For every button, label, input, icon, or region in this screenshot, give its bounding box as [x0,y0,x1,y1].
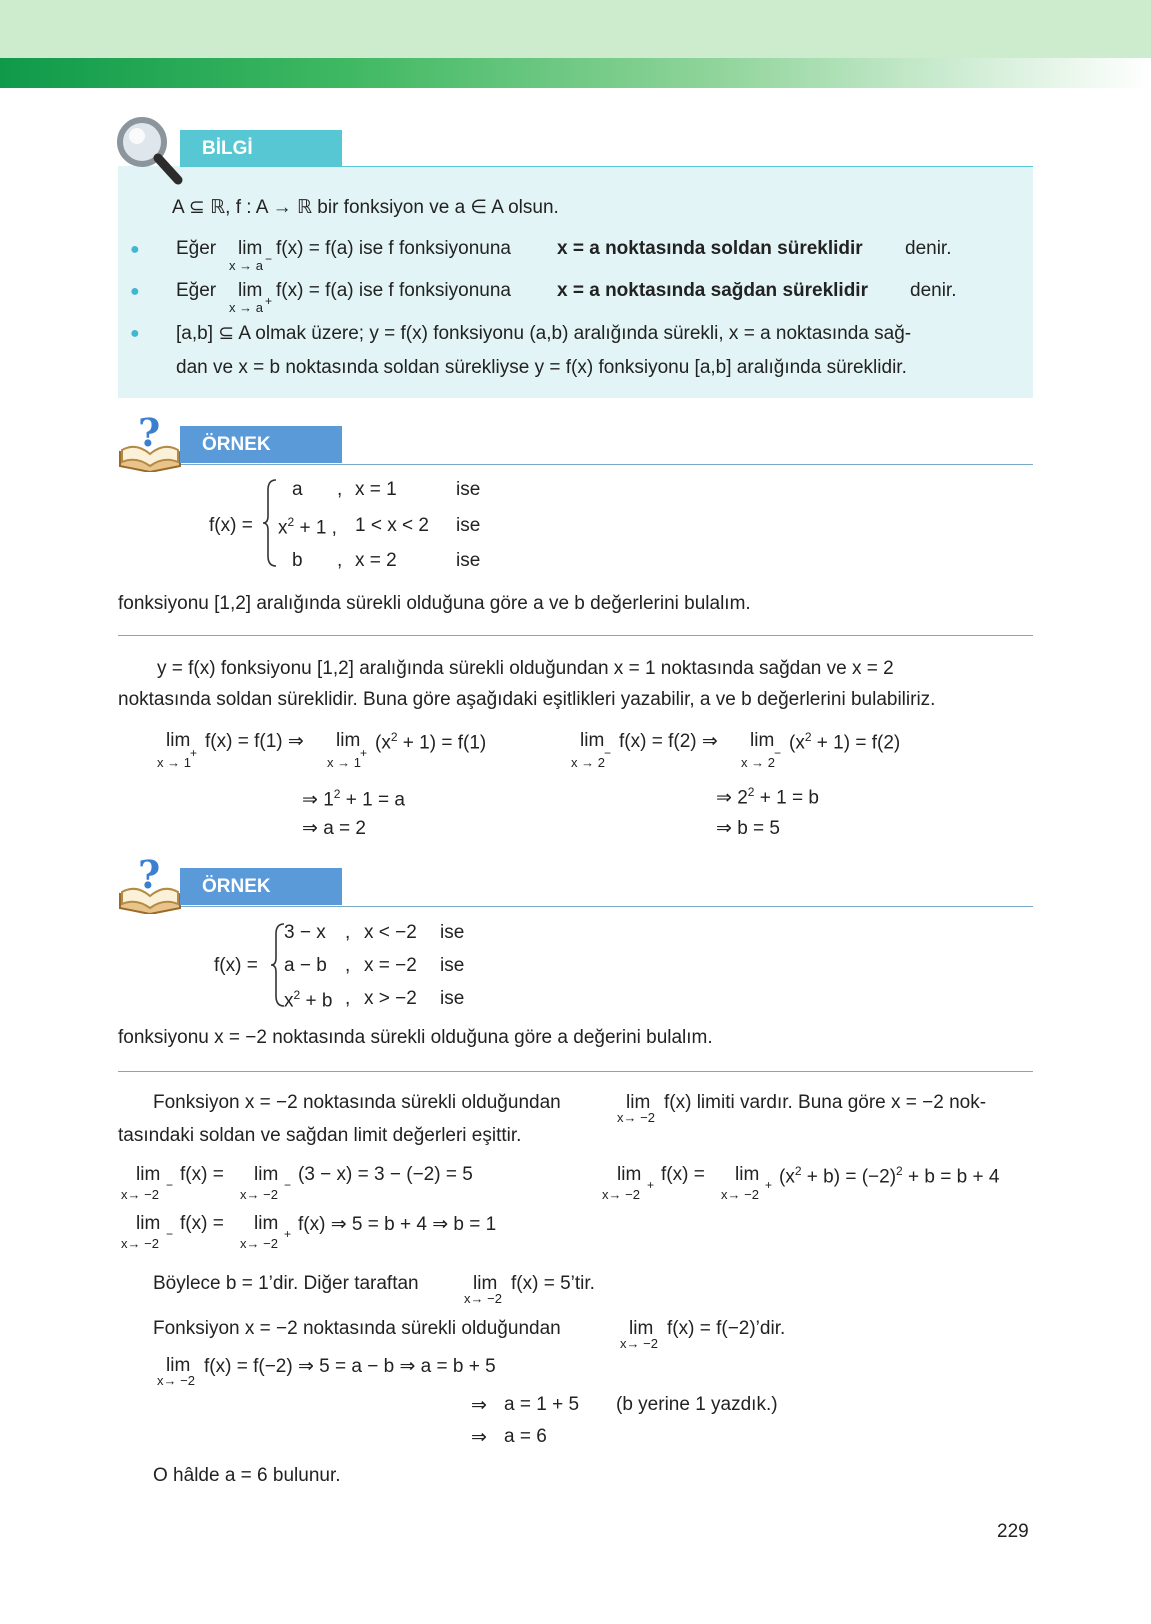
ornek2-eqB-sup2: + [765,1178,773,1192]
ornek2-eqA-t1: f(x) = [180,1164,224,1185]
ornek2-eqA-t2: (3 − x) = 3 − (−2) = 5 [298,1164,473,1185]
ornek2-boylece-lim: lim [473,1273,498,1294]
ornek2-eqB-t1: f(x) = [661,1164,705,1185]
ornek1-R-expr2: $(x^2 + 1) = f(2)$ [789,730,901,754]
ornek1-divider [180,464,1033,465]
ornek2-conclusion: O hâlde a = 6 bulunur. [153,1465,341,1486]
ornek1-case2-val: $x^2 + 1$ , [278,515,337,539]
ornek2-case3-ise: ise [440,988,465,1009]
ornek1-R-sup1: − [604,746,612,760]
ornek2-eqA-sub1: x→ −2 [121,1187,159,1202]
ornek2-divider [180,906,1033,907]
ornek2-case1-comma: , [345,922,351,943]
bullet-dot: ● [130,241,140,258]
bilgi-b3-line2: dan ve x = b noktasında soldan sürekliyse y = f(x) fonksiyonu [a,b] aralığında süreklidir. [176,357,907,378]
svg-text:?: ? [138,410,161,455]
bilgi-b1-bold: x = a noktasında soldan süreklidir [557,238,863,259]
ornek2-eqB-sub1: x→ −2 [602,1187,640,1202]
ornek2-fonk-lim: lim [629,1318,654,1339]
question-book-icon [116,848,186,914]
ornek2-case1-cond: x < −2 [364,922,417,943]
ornek2-eqD-lim: lim [166,1355,191,1376]
ornek2-case2-comma: , [345,955,351,976]
magnifier-icon [112,114,184,186]
ornek1-R-lim2: lim [750,730,775,751]
ornek2-eqD-sub: x→ −2 [157,1373,195,1388]
ornek2-eqC-lim1: lim [136,1213,161,1234]
ornek1-L-sup2: + [360,746,368,760]
bilgi-intro: A ⊆ ℝ, f : A → ℝ bir fonksiyon ve a ∈ A olsun. [172,197,559,218]
ornek1-case3-comma: , [337,550,343,571]
ornek1-L-step1: ⇒ $1^2 + 1 = a$ [302,787,405,811]
ornek2-fonk-post: f(x) = f(−2)’dir. [667,1318,786,1339]
ornek1-R-step2: ⇒ b = 5 [716,818,780,839]
ornek1-question: fonksiyonu [1,2] aralığında sürekli olduğuna göre a ve b değerlerini bulalım. [118,593,751,614]
bilgi-b1-lim: lim [238,238,263,259]
ornek2-eqC-t2: f(x) ⇒ 5 = b + 4 ⇒ b = 1 [298,1214,497,1235]
ornek2-case2-val: a − b [284,955,327,976]
bilgi-b1-pre: Eğer [176,238,217,259]
ornek2-solution-divider [118,1071,1033,1072]
ornek1-R-sub1: x → 2 [571,755,605,770]
ornek1-title: ÖRNEK [180,426,342,463]
ornek2-sol-line1-sub: x→ −2 [617,1110,655,1125]
page-number: 229 [997,1521,1029,1542]
ornek2-boylece-sub: x→ −2 [464,1291,502,1306]
bilgi-b2-sub: x → a [229,300,263,315]
ornek2-eqB-lim2: lim [735,1164,760,1185]
header-band [0,0,1151,58]
ornek1-case1-ise: ise [456,479,481,500]
ornek1-R-expr1: f(x) = f(2) ⇒ [619,731,718,752]
bilgi-b3-line1: [a,b] ⊆ A olmak üzere; y = f(x) fonksiyonu (a,b) aralığında sürekli, x = a noktasında sağ- [176,323,912,344]
bullet-dot: ● [130,325,140,342]
ornek2-question: fonksiyonu x = −2 noktasında sürekli olduğuna göre a değerini bulalım. [118,1027,713,1048]
ornek1-case2-ise: ise [456,515,481,536]
ornek2-case3-cond: x > −2 [364,988,417,1009]
question-book-icon [116,406,186,472]
ornek1-L-sub1: x → 1 [157,755,191,770]
ornek2-eqA-sup2: − [284,1178,292,1192]
bilgi-b1-post: denir. [905,238,952,259]
ornek2-case3-comma: , [345,988,351,1009]
ornek2-eqC-sub2: x→ −2 [240,1236,278,1251]
ornek2-eqE-arrow: ⇒ [471,1395,487,1416]
bilgi-b1-sub: x → a [229,258,263,273]
ornek2-eqF-t: a = 6 [504,1426,547,1447]
bilgi-b1-sup: − [265,252,273,266]
ornek2-eqA-lim2: lim [254,1164,279,1185]
bilgi-b2-pre: Eğer [176,280,217,301]
ornek1-case3-ise: ise [456,550,481,571]
ornek1-R-step1: ⇒ $2^2 + 1 = b$ [716,785,819,809]
ornek2-eqC-sub1: x→ −2 [121,1236,159,1251]
ornek2-eqE-note: (b yerine 1 yazdık.) [616,1394,778,1415]
svg-text:?: ? [138,852,161,897]
ornek1-L-lim2: lim [336,730,361,751]
ornek2-fonk-pre: Fonksiyon x = −2 noktasında sürekli olduğundan [153,1318,561,1339]
ornek2-eqA-sup1: − [166,1178,174,1192]
ornek1-L-expr1: f(x) = f(1) ⇒ [205,731,304,752]
bilgi-title: BİLGİ [180,130,342,167]
ornek2-eqA-sub2: x→ −2 [240,1187,278,1202]
ornek1-case2-cond: 1 < x < 2 [355,515,429,536]
ornek2-eqB-sup1: + [647,1178,655,1192]
ornek2-eqE-t: a = 1 + 5 [504,1394,580,1415]
bilgi-b2-post: denir. [910,280,957,301]
ornek2-fonk-sub: x→ −2 [620,1336,658,1351]
ornek2-eqB-lim1: lim [617,1164,642,1185]
ornek2-fx: f(x) = [214,955,258,976]
ornek1-case3-cond: x = 2 [355,550,397,571]
ornek1-sol-line2: noktasında soldan süreklidir. Buna göre aşağıdaki eşitlikleri yazabilir, a ve b değerlerini bulabiliriz. [118,689,936,710]
ornek2-sol-line1-pre: Fonksiyon x = −2 noktasında sürekli olduğundan [153,1092,561,1113]
ornek1-L-lim1: lim [166,730,191,751]
ornek2-case1-ise: ise [440,922,465,943]
ornek1-case1-cond: x = 1 [355,479,397,500]
header-green-bar [0,58,1151,88]
ornek1-fx: f(x) = [209,515,253,536]
ornek2-eqB-t2: $(x^2 + b) = (-2)^2 + b = b + 4$ [779,1164,1000,1188]
ornek2-boylece-post: f(x) = 5’tir. [511,1273,595,1294]
ornek2-eqC-t1: f(x) = [180,1213,224,1234]
ornek1-case1-val: a [292,479,303,500]
ornek2-case2-ise: ise [440,955,465,976]
ornek2-eqC-sup2: + [284,1227,292,1241]
ornek1-case1-comma: , [337,479,343,500]
ornek2-eqC-lim2: lim [254,1213,279,1234]
bullet-dot: ● [130,283,140,300]
ornek2-case3-val: $x^2 + b$ [284,988,333,1012]
ornek2-sol-line1-lim: lim [626,1092,651,1113]
ornek2-boylece-pre: Böylece b = 1’dir. Diğer taraftan [153,1273,419,1294]
ornek2-sol-line1-post: f(x) limiti vardır. Buna göre x = −2 nok- [664,1092,987,1113]
ornek1-L-expr2: $(x^2 + 1) = f(1)$ [375,730,487,754]
ornek1-R-lim1: lim [580,730,605,751]
ornek1-case3-val: b [292,550,303,571]
ornek2-title: ÖRNEK [180,868,342,905]
bilgi-b2-expr: f(x) = f(a) ise f fonksiyonuna [276,280,511,301]
bilgi-b2-sup: + [265,294,273,308]
ornek1-R-sub2: x → 2 [741,755,775,770]
ornek1-solution-divider [118,635,1033,636]
bilgi-b2-bold: x = a noktasında sağdan süreklidir [557,280,868,301]
bilgi-b1-expr: f(x) = f(a) ise f fonksiyonuna [276,238,511,259]
ornek1-L-sup1: + [190,746,198,760]
ornek1-L-step2: ⇒ a = 2 [302,818,366,839]
ornek2-eqD-t: f(x) = f(−2) ⇒ 5 = a − b ⇒ a = b + 5 [204,1356,496,1377]
ornek2-sol-line2: tasındaki soldan ve sağdan limit değerleri eşittir. [118,1125,522,1146]
ornek1-R-sup2: − [774,746,782,760]
ornek2-eqB-sub2: x→ −2 [721,1187,759,1202]
ornek1-L-sub2: x → 1 [327,755,361,770]
ornek2-case1-val: 3 − x [284,922,326,943]
ornek1-sol-line1: y = f(x) fonksiyonu [1,2] aralığında sürekli olduğundan x = 1 noktasında sağdan ve x = 2 [157,658,894,679]
ornek2-eqF-arrow: ⇒ [471,1427,487,1448]
ornek2-eqA-lim1: lim [136,1164,161,1185]
ornek2-eqC-sup1: − [166,1227,174,1241]
ornek2-case2-cond: x = −2 [364,955,417,976]
bilgi-b2-lim: lim [238,280,263,301]
